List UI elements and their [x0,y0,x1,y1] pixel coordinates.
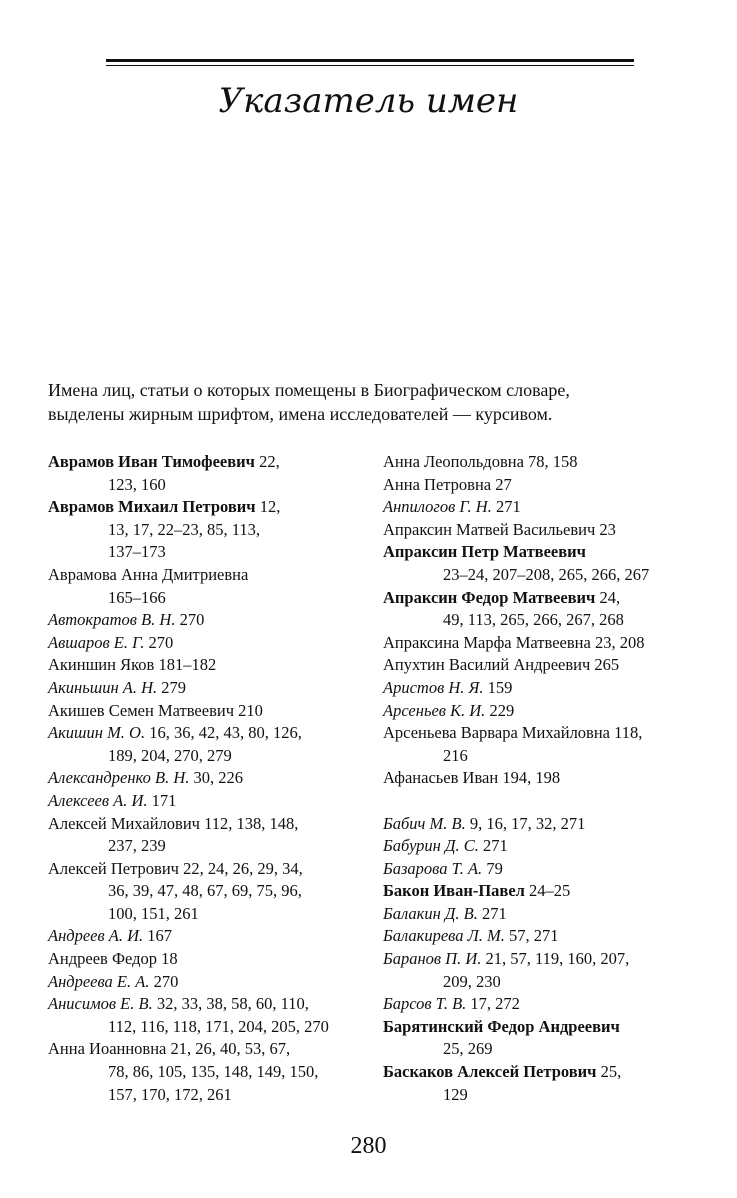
entry-pages: 137–173 [108,542,166,562]
entry-pages: 171 [147,790,177,810]
index-entry [383,451,703,474]
index-entry [48,722,366,767]
entry-name: Алексей Петрович [48,858,179,878]
entry-name: Анна Иоанновна [48,1039,167,1059]
index-entry [48,564,366,609]
index-entry [383,835,703,858]
entry-name: Апраксин Петр Матвеевич [383,542,586,562]
index-entry [383,948,703,993]
entry-pages: 12, [255,497,281,517]
entry-name: Аврамов Михаил Петрович [48,497,256,517]
index-entry [48,925,366,948]
index-entry [48,971,366,994]
index-entry [48,1038,366,1106]
entry-pages: 112, 116, 118, 171, 204, 205, 270 [108,1016,329,1036]
entry-pages: 25, 269 [443,1039,493,1059]
entry-name: Барятинский Федор Андреевич [383,1016,620,1036]
index-entry [48,790,366,813]
page-title: Указатель имен [218,81,519,121]
index-entry [48,767,366,790]
entry-name: Баскаков Алексей Петрович [383,1062,597,1082]
intro-line: выделены жирным шрифтом, имена исследователей — курсивом. [48,404,553,424]
entry-pages: 123, 160 [108,474,166,494]
entry-pages: 271 [491,497,521,517]
entry-name: Андреева Е. А. [48,971,150,991]
entry-name: Бакон Иван-Павел [383,881,525,901]
entry-pages: 237, 239 [108,836,166,856]
entry-pages: 216 [443,745,468,765]
index-entry [383,496,703,519]
intro-paragraph [48,378,708,426]
entry-name: Анпилогов Г. Н. [383,497,492,517]
entry-name: Аврамов Иван Тимофеевич [48,452,255,471]
entry-pages: 229 [485,700,515,720]
entry-pages: 22, [254,452,280,471]
index-entry [383,722,703,767]
entry-name: Аврамова Анна Дмитриевна [48,564,249,584]
entry-pages: 100, 151, 261 [108,903,199,923]
entry-pages: 189, 204, 270, 279 [108,745,232,765]
index-entry [383,677,703,700]
entry-pages: 270 [175,610,205,630]
entry-name: Апраксина Марфа Матвеевна [383,632,591,652]
index-entry [48,948,366,971]
index-entry [48,654,366,677]
index-entry [48,609,366,632]
entry-name: Алексей Михайлович [48,813,200,833]
entry-pages: 271 [477,903,507,923]
entry-name: Апухтин Василий Андреевич [383,655,591,675]
entry-pages: 194, 198 [498,768,561,788]
index-entry [383,903,703,926]
index-entry [383,519,703,542]
entry-name: Арсеньева Варвара Михайловна [383,723,611,743]
index-entry [383,654,703,677]
entry-name: Анна Леопольдовна [383,452,524,471]
entry-pages: 18 [157,949,178,969]
index-entry [48,451,366,496]
entry-pages: 21, 26, 40, 53, 67, [166,1039,291,1059]
index-entry [48,632,366,655]
entry-pages: 181–182 [154,655,217,675]
entry-pages: 49, 113, 265, 266, 267, 268 [443,610,624,630]
entry-pages: 265 [590,655,620,675]
entry-name: Апраксин Матвей Васильевич [383,519,596,539]
entry-pages: 159 [483,677,513,697]
index-entry [383,813,703,836]
index-entry [383,632,703,655]
entry-name: Аристов Н. Я. [383,677,484,697]
index-entry [383,925,703,948]
entry-name: Акиньшин А. Н. [48,677,158,697]
entry-pages: 23, 208 [590,632,645,652]
index-column-left [48,451,366,1106]
index-column-right [383,451,703,1106]
entry-pages: 78, 158 [523,452,578,471]
entry-pages: 271 [478,836,508,856]
entry-pages: 13, 17, 22–23, 85, 113, [108,519,261,539]
entry-pages: 23 [595,519,616,539]
entry-pages: 36, 39, 47, 48, 67, 69, 75, 96, [108,881,302,901]
index-entry [383,587,703,632]
index-entry [48,496,366,564]
index-entry [383,474,703,497]
entry-name: Арсеньев К. И. [383,700,486,720]
entry-name: Бабич М. В. [383,813,466,833]
entry-pages: 21, 57, 119, 160, 207, [481,949,630,969]
entry-name: Александренко В. Н. [48,768,190,788]
entry-name: Афанасьев Иван [383,768,499,788]
header-rule-thin [106,65,634,66]
index-entry [383,541,703,586]
entry-pages: 118, [610,723,643,743]
entry-pages: 79 [482,858,503,878]
entry-name: Анисимов Е. В. [48,994,153,1014]
intro-line: Имена лиц, статьи о которых помещены в Биографическом словаре, [48,380,570,400]
entry-pages: 57, 271 [504,926,559,946]
index-entry [48,677,366,700]
index-entry [383,880,703,903]
entry-pages: 23–24, 207–208, 265, 266, 267 [443,564,650,584]
entry-name: Барсов Т. В. [383,994,467,1014]
index-entry [383,1061,703,1106]
entry-name: Акиншин Яков [48,655,155,675]
entry-pages: 27 [491,474,512,494]
entry-name: Автократов В. Н. [48,610,176,630]
entry-name: Бабурин Д. С. [383,836,479,856]
entry-pages: 157, 170, 172, 261 [108,1084,232,1104]
entry-name: Базарова Т. А. [383,858,483,878]
entry-pages: 24–25 [524,881,571,901]
header-rule-thick [106,59,634,62]
entry-name: Авшаров Е. Г. [48,632,145,652]
index-entry [383,1016,703,1061]
index-entry [48,858,366,926]
entry-pages: 209, 230 [443,971,501,991]
entry-pages: 112, 138, 148, [199,813,299,833]
entry-pages: 270 [144,632,174,652]
entry-pages: 25, [596,1062,622,1082]
entry-pages: 17, 272 [466,994,520,1014]
entry-name: Андреев А. И. [48,926,144,946]
entry-name: Акишин М. О. [48,723,146,743]
entry-pages: 210 [234,700,263,720]
entry-name: Алексеев А. И. [48,790,148,810]
entry-pages: 24, [595,587,621,607]
entry-pages: 30, 226 [189,768,243,788]
entry-pages: 9, 16, 17, 32, 271 [465,813,586,833]
entry-name: Андреев Федор [48,949,157,969]
index-entry [383,767,703,790]
page-number: 280 [350,1133,387,1159]
entry-pages: 279 [157,677,187,697]
entry-name: Анна Петровна [383,474,492,494]
entry-pages: 22, 24, 26, 29, 34, [178,858,303,878]
index-entry [383,993,703,1016]
entry-pages: 32, 33, 38, 58, 60, 110, [152,994,309,1014]
entry-pages: 270 [149,971,179,991]
entry-pages: 165–166 [108,587,166,607]
entry-pages: 129 [443,1084,468,1104]
entry-name: Акишев Семен Матвеевич [48,700,234,720]
index-entry [48,993,366,1038]
index-entry [383,700,703,723]
entry-pages: 16, 36, 42, 43, 80, 126, [145,723,302,743]
index-entry [383,858,703,881]
entry-name: Апраксин Федор Матвеевич [383,587,596,607]
entry-pages: 78, 86, 105, 135, 148, 149, 150, [108,1062,319,1082]
index-entry [48,700,366,723]
entry-name: Баранов П. И. [383,949,482,969]
entry-name: Балакин Д. В. [383,903,478,923]
entry-pages: 167 [143,926,173,946]
entry-name: Балакирева Л. М. [383,926,505,946]
index-entry [48,813,366,858]
